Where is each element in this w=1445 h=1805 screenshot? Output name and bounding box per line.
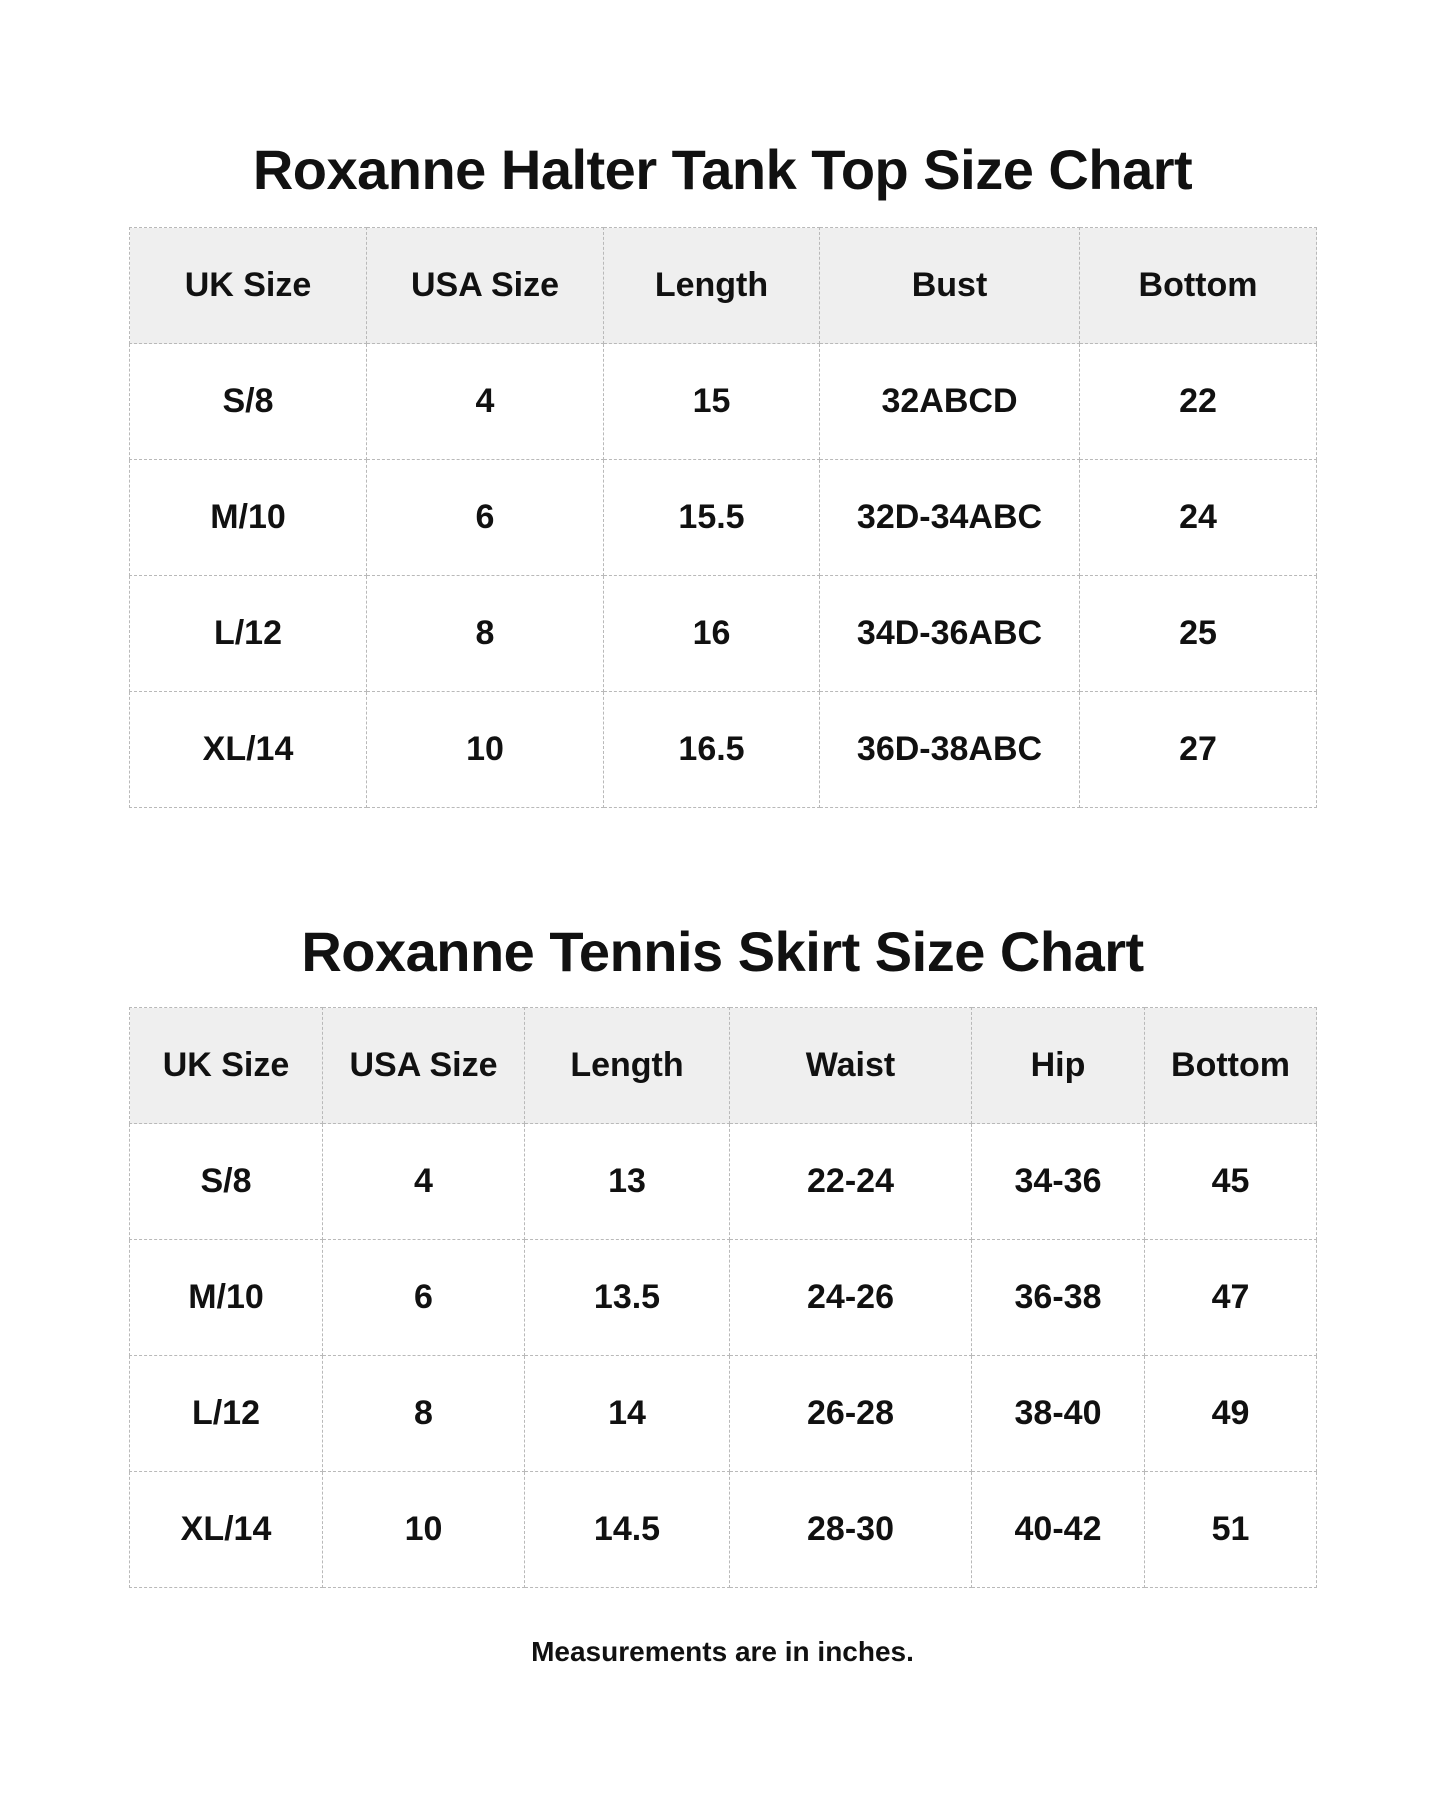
table-cell: 6 xyxy=(367,460,604,576)
table-cell: 22-24 xyxy=(730,1124,972,1240)
measurement-footnote: Measurements are in inches. xyxy=(531,1636,914,1667)
column-header-waist: Waist xyxy=(730,1008,972,1124)
table-cell: M/10 xyxy=(130,460,367,576)
table-cell: XL/14 xyxy=(130,1472,323,1588)
table-cell: 4 xyxy=(367,344,604,460)
table-cell: 38-40 xyxy=(972,1356,1145,1472)
table-cell: 16 xyxy=(604,576,820,692)
table-cell: L/12 xyxy=(130,1356,323,1472)
table-cell: 16.5 xyxy=(604,692,820,808)
table-cell: 27 xyxy=(1080,692,1317,808)
table-cell: 40-42 xyxy=(972,1472,1145,1588)
table-cell: 32D-34ABC xyxy=(820,460,1080,576)
table-cell: 24 xyxy=(1080,460,1317,576)
column-header-bottom: Bottom xyxy=(1145,1008,1317,1124)
table-cell: XL/14 xyxy=(130,692,367,808)
column-header-usa-size: USA Size xyxy=(323,1008,525,1124)
table-cell: 13 xyxy=(525,1124,730,1240)
table-cell: 15 xyxy=(604,344,820,460)
table-cell: 14 xyxy=(525,1356,730,1472)
column-header-usa-size: USA Size xyxy=(367,228,604,344)
table-cell: 32ABCD xyxy=(820,344,1080,460)
table-cell: 24-26 xyxy=(730,1240,972,1356)
table-cell: 22 xyxy=(1080,344,1317,460)
table-row xyxy=(130,692,1317,808)
tank-top-chart-title: Roxanne Halter Tank Top Size Chart xyxy=(252,138,1193,201)
column-header-length: Length xyxy=(525,1008,730,1124)
table-row xyxy=(130,576,1317,692)
column-header-hip: Hip xyxy=(972,1008,1145,1124)
table-header-row xyxy=(130,228,1317,344)
table-cell: 8 xyxy=(323,1356,525,1472)
table-cell: 10 xyxy=(367,692,604,808)
table-cell: 45 xyxy=(1145,1124,1317,1240)
table-cell: 36-38 xyxy=(972,1240,1145,1356)
table-cell: 4 xyxy=(323,1124,525,1240)
table-row xyxy=(130,1356,1317,1472)
table-row xyxy=(130,460,1317,576)
table-cell: 10 xyxy=(323,1472,525,1588)
table-cell: 13.5 xyxy=(525,1240,730,1356)
table-cell: 28-30 xyxy=(730,1472,972,1588)
table-cell: S/8 xyxy=(130,1124,323,1240)
column-header-uk-size: UK Size xyxy=(130,1008,323,1124)
table-cell: 34-36 xyxy=(972,1124,1145,1240)
tennis-skirt-chart-title: Roxanne Tennis Skirt Size Chart xyxy=(301,920,1144,983)
table-cell: 47 xyxy=(1145,1240,1317,1356)
column-header-length: Length xyxy=(604,228,820,344)
table-cell: 15.5 xyxy=(604,460,820,576)
table-cell: 6 xyxy=(323,1240,525,1356)
table-cell: M/10 xyxy=(130,1240,323,1356)
table-cell: 49 xyxy=(1145,1356,1317,1472)
table-cell: 26-28 xyxy=(730,1356,972,1472)
table-cell: 36D-38ABC xyxy=(820,692,1080,808)
table-cell: 25 xyxy=(1080,576,1317,692)
column-header-bottom: Bottom xyxy=(1080,228,1317,344)
table-cell: L/12 xyxy=(130,576,367,692)
table-cell: 14.5 xyxy=(525,1472,730,1588)
table-header-row xyxy=(130,1008,1317,1124)
column-header-uk-size: UK Size xyxy=(130,228,367,344)
table-row xyxy=(130,1240,1317,1356)
table-cell: 34D-36ABC xyxy=(820,576,1080,692)
table-row xyxy=(130,1124,1317,1240)
table-cell: 8 xyxy=(367,576,604,692)
tennis-skirt-size-table xyxy=(129,1007,1317,1588)
table-row xyxy=(130,344,1317,460)
table-cell: 51 xyxy=(1145,1472,1317,1588)
table-cell: S/8 xyxy=(130,344,367,460)
tank-top-size-table xyxy=(129,227,1317,808)
column-header-bust: Bust xyxy=(820,228,1080,344)
table-row xyxy=(130,1472,1317,1588)
